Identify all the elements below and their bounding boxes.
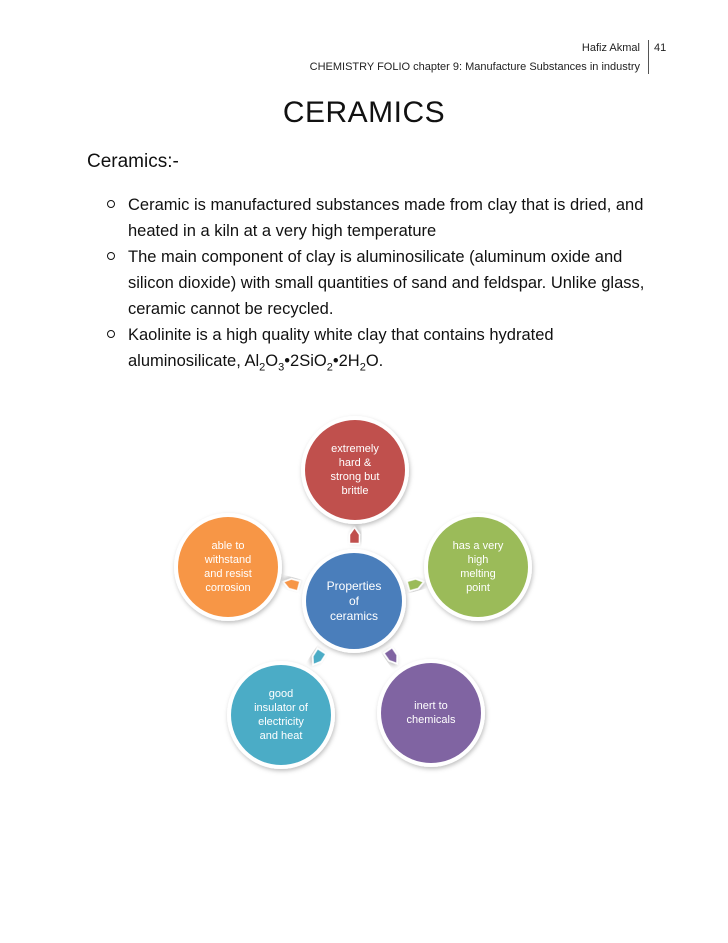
- arrow-insulator: [309, 649, 326, 668]
- node-inert-label: inert to chemicals: [406, 700, 456, 726]
- node-corrosion-label: able to withstand and resist corrosion: [204, 540, 252, 594]
- node-hardness-label: extremely hard & strong but brittle: [330, 443, 380, 497]
- header-subtitle: CHEMISTRY FOLIO chapter 9: Manufacture Substances in industry: [309, 61, 640, 73]
- arrow-melting-point: [407, 577, 425, 591]
- node-center-label: Properties of ceramics: [326, 578, 382, 623]
- bullet-text: Kaolinite is a high quality white clay that contains hydrated aluminosilicate, $Al_2O_3•2SiO_2•2H_2O$.: [128, 326, 554, 374]
- arrow-hardness: [349, 527, 359, 543]
- node-insulator-label: good insulator of electricity and heat: [254, 688, 308, 742]
- header-author: Hafiz Akmal: [581, 42, 640, 54]
- page-title: CERAMICS: [282, 96, 446, 129]
- node-melting-point-label: has a very high melting point: [452, 540, 504, 594]
- page-number: 41: [654, 42, 667, 54]
- bullet-text: Ceramic is manufactured substances made from clay that is dried, and heated in a kiln at a very high temperature: [128, 196, 644, 240]
- bullet-text: The main component of clay is aluminosilicate (aluminum oxide and silicon dioxide) with small quantities of sand and feldspar. Unlike glass, ceramic cannot be recycled.: [128, 248, 645, 318]
- arrow-corrosion: [282, 577, 300, 591]
- arrow-inert: [384, 648, 401, 667]
- section-heading: Ceramics:-: [87, 151, 179, 172]
